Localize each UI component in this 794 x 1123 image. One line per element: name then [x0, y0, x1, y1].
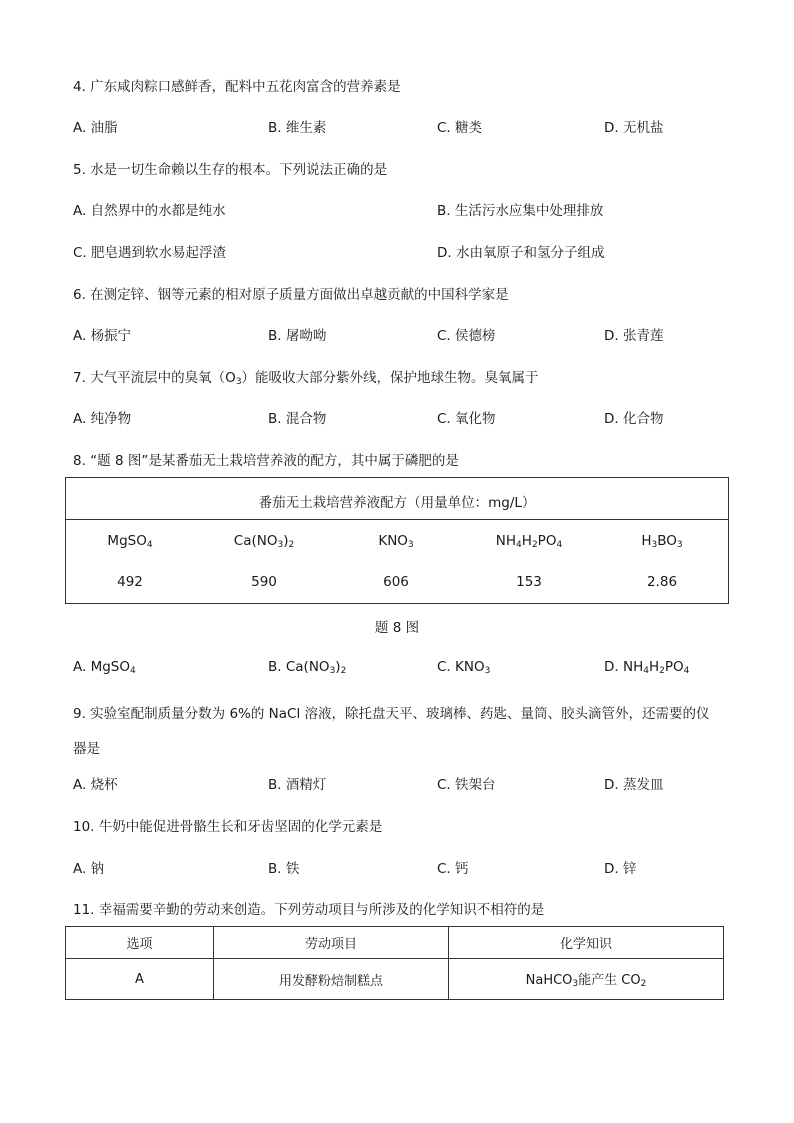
q6-option-d: D. 张青莲 — [604, 328, 664, 344]
q4-stem: 4. 广东咸肉粽口感鲜香，配料中五花肉富含的营养素是 — [73, 79, 401, 95]
q8-table-title: 番茄无土栽培营养液配方（用量单位：mg/L） — [258, 495, 536, 511]
q8-compound-cell: $NH_4H_2PO_4$ — [495, 533, 563, 550]
q11-header-knowledge: 化学知识 — [449, 927, 724, 959]
q4-option-d: D. 无机盐 — [604, 120, 664, 136]
q8-value-cell: 153 — [516, 574, 542, 590]
q9-stem-line1: 9. 实验室配制质量分数为 6%的 NaCl 溶液，除托盘天平、玻璃棒、药匙、量筒、胶头滴管外，还需要的仪 — [73, 706, 710, 722]
q8-compound-cell: $Ca(NO_3)_2$ — [233, 533, 295, 550]
q8-value-cell: 2.86 — [646, 574, 678, 590]
q9-option-a: A. 烧杯 — [73, 777, 118, 793]
q5-option-c: C. 肥皂遇到软水易起浮渣 — [73, 245, 227, 261]
q8-value-cell: 606 — [383, 574, 409, 590]
q8-value-cell: 492 — [117, 574, 143, 590]
q11-table — [65, 926, 724, 1000]
q8-option-a: A. MgSO$_4$ — [73, 659, 136, 676]
q6-option-a: A. 杨振宁 — [73, 328, 132, 344]
q10-option-d: D. 锌 — [604, 861, 637, 877]
q5-stem: 5. 水是一切生命赖以生存的根本。下列说法正确的是 — [73, 162, 388, 178]
q6-stem: 6. 在测定锌、铟等元素的相对原子质量方面做出卓越贡献的中国科学家是 — [73, 287, 509, 303]
q7-option-a: A. 纯净物 — [73, 411, 132, 427]
q10-stem: 10. 牛奶中能促进骨骼生长和牙齿坚固的化学元素是 — [73, 819, 383, 835]
q8-compound-cell: $H_3BO_3$ — [641, 533, 683, 550]
q6-option-c: C. 侯德榜 — [437, 328, 496, 344]
q9-option-c: C. 铁架台 — [437, 777, 496, 793]
q11-row-option: A — [66, 959, 214, 1000]
q7-option-b: B. 混合物 — [268, 411, 327, 427]
q11-row-knowledge: NaHCO$_3$能产生 $CO_2$ — [449, 959, 724, 1000]
q8-compound-cell: MgSO$_4$ — [107, 533, 153, 550]
q6-option-b: B. 屠呦呦 — [268, 328, 327, 344]
q4-option-a: A. 油脂 — [73, 120, 118, 136]
q8-option-d: D. $NH_4H_2PO_4$ — [604, 659, 690, 676]
q8-compound-cell: $KNO_3$ — [378, 533, 414, 550]
q7-stem: 7. 大气平流层中的臭氧$(O_3)$能吸收大部分紫外线，保护地球生物。臭氧属于 — [73, 370, 539, 387]
q7-option-d: D. 化合物 — [604, 411, 664, 427]
q10-option-c: C. 钙 — [437, 861, 469, 877]
q10-option-b: B. 铁 — [268, 861, 300, 877]
q4-option-b: B. 维生素 — [268, 120, 327, 136]
q4-option-c: C. 糖类 — [437, 120, 483, 136]
q8-option-b: B. $Ca(NO_3)_2$ — [268, 659, 347, 676]
q8-stem: 8. “题 8 图”是某番茄无土栽培营养液的配方，其中属于磷肥的是 — [73, 453, 459, 469]
q5-option-a: A. 自然界中的水都是纯水 — [73, 203, 226, 219]
q10-option-a: A. 钠 — [73, 861, 105, 877]
q8-value-cell: 590 — [251, 574, 277, 590]
q5-option-b: B. 生活污水应集中处理排放 — [437, 203, 604, 219]
q8-caption: 题 8 图 — [374, 620, 420, 636]
q7-option-c: C. 氧化物 — [437, 411, 496, 427]
q8-table-divider — [66, 519, 728, 520]
q11-header-task: 劳动项目 — [214, 927, 449, 959]
q9-stem-line2: 器是 — [73, 741, 100, 757]
q8-option-c: C. $KNO_3$ — [437, 659, 491, 676]
q9-option-d: D. 蒸发皿 — [604, 777, 664, 793]
q5-option-d: D. 水由氧原子和氢分子组成 — [437, 245, 605, 261]
q9-option-b: B. 酒精灯 — [268, 777, 327, 793]
q11-header-option: 选项 — [66, 927, 214, 959]
q11-row-task: 用发酵粉焙制糕点 — [214, 959, 449, 1000]
q11-stem: 11. 幸福需要辛勤的劳动来创造。下列劳动项目与所涉及的化学知识不相符的是 — [73, 902, 545, 918]
